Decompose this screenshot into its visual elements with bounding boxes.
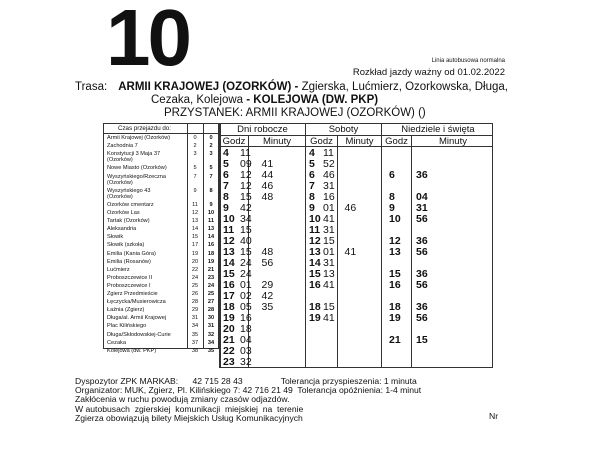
footer-dispatcher: Dyspozytor ZPK MARKAB: 42 715 28 43 Tolerancja przyspieszenia: 1 minuta bbox=[75, 376, 417, 386]
sunday-minutes: 15 bbox=[416, 334, 428, 346]
footer bbox=[75, 377, 421, 423]
weekday-minutes: 02 42 bbox=[240, 290, 274, 302]
weekday-minutes: 24 bbox=[240, 268, 252, 280]
stop-row-time-a: 22 bbox=[191, 266, 199, 273]
sunday-minutes: 56 bbox=[416, 213, 428, 225]
stop-row-time-a: 20 bbox=[191, 258, 199, 265]
weekday-hour: 6 bbox=[223, 169, 229, 181]
stops-table bbox=[103, 123, 219, 354]
sunday-minutes: 56 bbox=[416, 246, 428, 258]
stop-row-time-b: 11 bbox=[208, 218, 214, 225]
stop-row-time-a: 37 bbox=[191, 339, 199, 346]
stop-name: PRZYSTANEK: ARMII KRAJOWEJ (OZORKÓW) () bbox=[164, 107, 426, 119]
weekday-hour: 18 bbox=[223, 301, 235, 313]
stop-row-time-a: 19 bbox=[191, 250, 199, 257]
saturday-minutes: 31 bbox=[323, 224, 335, 236]
stop-row-time-b: 8 bbox=[209, 187, 213, 194]
stop-row-time-a: 13 bbox=[191, 218, 199, 225]
stop-row-time-a: 25 bbox=[191, 282, 199, 289]
stop-row-time-a: 31 bbox=[191, 315, 199, 322]
weekday-minutes: 24 56 bbox=[240, 257, 274, 269]
stop-row-time-b: 5 bbox=[209, 165, 213, 172]
footer-nr: Nr bbox=[489, 411, 499, 421]
sunday-hour: 21 bbox=[389, 334, 401, 346]
weekday-minutes: 40 bbox=[240, 235, 252, 247]
saturday-minutes: 13 bbox=[323, 268, 335, 280]
col-hour-weekdays: Godz bbox=[222, 136, 246, 147]
saturday-hour: 16 bbox=[309, 279, 321, 291]
weekday-hour: 12 bbox=[223, 235, 235, 247]
stop-row-name: Proboszczewice II bbox=[107, 274, 153, 281]
weekday-minutes: 09 41 bbox=[240, 158, 274, 170]
line-number: 10 bbox=[106, 0, 189, 82]
route-end: - KOLEJOWA (DW. PKP) bbox=[246, 94, 379, 106]
stop-row-time-b: 7 bbox=[209, 173, 213, 180]
stop-row-name: Emilia (Rosanów) bbox=[107, 258, 151, 265]
saturday-hour: 15 bbox=[309, 268, 321, 280]
saturday-minutes: 52 bbox=[323, 158, 335, 170]
stop-row-time-b: 28 bbox=[207, 307, 215, 314]
weekday-hour: 20 bbox=[223, 323, 235, 335]
sunday-minutes: 56 bbox=[416, 312, 428, 324]
stop-row-name: Proboszczewice I bbox=[107, 282, 151, 289]
stop-row-name: Długa/Skłodowskiej-Curie bbox=[107, 331, 171, 338]
sunday-minutes: 04 bbox=[416, 191, 428, 203]
weekday-minutes: 01 29 bbox=[240, 279, 274, 291]
sunday-minutes: 31 bbox=[416, 202, 428, 214]
stop-row-name: Kolejowa (dw. PKP) bbox=[107, 347, 157, 354]
weekday-minutes: 04 bbox=[240, 334, 252, 346]
saturday-hour: 4 bbox=[309, 147, 315, 159]
sunday-hour: 9 bbox=[389, 202, 395, 214]
stop-row-time-b: 9 bbox=[209, 201, 213, 208]
col-hour-saturdays: Godz bbox=[310, 136, 333, 147]
weekday-hour: 11 bbox=[223, 224, 235, 236]
weekday-hour: 17 bbox=[223, 290, 235, 302]
line-type: Linia autobusowa normalna bbox=[431, 58, 505, 64]
weekday-minutes: 03 bbox=[240, 345, 252, 357]
weekday-minutes: 11 bbox=[240, 147, 251, 159]
saturday-minutes: 41 bbox=[323, 213, 335, 225]
weekday-minutes: 05 35 bbox=[240, 301, 274, 313]
stop-row-time-b: 31 bbox=[207, 323, 215, 330]
weekday-hour: 15 bbox=[223, 268, 235, 280]
sunday-minutes: 36 bbox=[416, 301, 428, 313]
stop-row-name: Zgierz Przedmieście bbox=[107, 291, 158, 297]
saturday-minutes: 46 bbox=[323, 169, 335, 181]
stop-row-time-b: 0 bbox=[209, 135, 213, 141]
weekday-minutes: 12 46 bbox=[240, 180, 274, 192]
weekday-hour: 5 bbox=[223, 158, 229, 170]
footer-organizer: Organizator: MUK, Zgierz, Pl. Kilińskiego 7: 42 716 21 49 Tolerancja opóźnienia: 1-4 minut bbox=[75, 385, 422, 396]
stop-row-time-b: 18 bbox=[207, 250, 215, 257]
sunday-hour: 13 bbox=[389, 246, 401, 258]
timetable bbox=[219, 123, 493, 368]
weekday-hour: 4 bbox=[223, 147, 229, 159]
saturday-hour: 18 bbox=[309, 301, 321, 313]
weekday-hour: 21 bbox=[223, 334, 235, 346]
sunday-hour: 6 bbox=[389, 169, 395, 181]
sunday-hour: 19 bbox=[389, 312, 401, 324]
weekday-hour: 22 bbox=[223, 345, 235, 357]
weekday-minutes: 15 48 bbox=[240, 246, 274, 258]
stop-row-name: Łęczycka/Musierowicza bbox=[107, 299, 166, 306]
route bbox=[75, 81, 515, 107]
route-label: Trasa: bbox=[75, 81, 108, 93]
saturday-hour: 19 bbox=[309, 312, 321, 324]
stop-row-time-a: 29 bbox=[191, 307, 199, 314]
weekday-hour: 13 bbox=[223, 246, 235, 258]
footer-tickets-1: W autobusach zgierskiej komunikacji miejskiej na terenie bbox=[75, 403, 304, 414]
sunday-hour: 18 bbox=[389, 301, 401, 313]
stop-row-name: Konstytucji 3 Maja 37 (Ozorków) bbox=[107, 151, 161, 164]
sunday-hour: 10 bbox=[389, 213, 401, 225]
stop-row-time-a: 34 bbox=[191, 323, 199, 330]
stop-row-time-a: 12 bbox=[191, 210, 199, 216]
footer-disruptions: Zakłócenia w ruchu powodują zmiany czasów odjazdów. bbox=[75, 394, 290, 405]
stop-row-name: Ozorków cmentarz bbox=[107, 201, 154, 208]
saturday-hour: 6 bbox=[309, 169, 315, 181]
stop-row-time-a: 24 bbox=[191, 274, 199, 281]
stop-row-time-a: 28 bbox=[191, 299, 199, 306]
weekday-hour: 23 bbox=[223, 356, 235, 368]
sunday-hour: 15 bbox=[389, 268, 401, 280]
saturday-minutes: 01 41 bbox=[323, 246, 357, 258]
sunday-minutes: 36 bbox=[416, 169, 428, 181]
col-minutes-weekdays: Minuty bbox=[263, 136, 291, 147]
section-weekdays: Dni robocze bbox=[237, 124, 288, 135]
saturday-hour: 7 bbox=[309, 180, 315, 192]
stop-row-name: Ozorków Las bbox=[107, 210, 140, 216]
stop-row-name: Aleksandria bbox=[107, 226, 137, 233]
saturday-hour: 14 bbox=[309, 257, 321, 269]
stop-row-time-b: 2 bbox=[209, 143, 213, 150]
stop-row-time-b: 35 bbox=[207, 347, 215, 354]
weekday-hour: 19 bbox=[223, 312, 235, 324]
stop-row-time-b: 3 bbox=[209, 151, 213, 158]
saturday-hour: 10 bbox=[309, 213, 321, 225]
col-minutes-saturdays: Minuty bbox=[345, 136, 374, 147]
stop-row-time-a: 15 bbox=[191, 234, 199, 241]
weekday-minutes: 15 48 bbox=[240, 191, 274, 203]
weekday-minutes: 16 bbox=[240, 312, 252, 324]
saturday-hour: 13 bbox=[309, 246, 321, 258]
saturday-minutes: 31 bbox=[323, 257, 335, 269]
stop-row-time-a: 14 bbox=[191, 226, 199, 233]
stop-row-time-a: 17 bbox=[191, 242, 199, 249]
saturday-hour: 5 bbox=[309, 158, 315, 170]
stop-row-name: Słowik (szkoła) bbox=[107, 242, 145, 249]
col-hour-sundays: Godz bbox=[385, 136, 408, 147]
stop-row-time-b: 19 bbox=[207, 258, 215, 265]
stop-row-name: Długa/al. Armii Krajowej bbox=[107, 315, 167, 322]
sunday-hour: 8 bbox=[389, 191, 395, 203]
stop-row-time-a: 0 bbox=[193, 135, 197, 141]
sunday-hour: 16 bbox=[389, 279, 401, 291]
stop-row-name: Łaźnia (Zgierz) bbox=[107, 307, 145, 314]
stop-row-name: Lućmierz bbox=[107, 266, 130, 273]
stop-row-time-a: 2 bbox=[193, 143, 197, 150]
stop-row-time-b: 23 bbox=[207, 274, 215, 281]
saturday-minutes: 15 bbox=[323, 235, 335, 247]
route-start: ARMII KRAJOWEJ (OZORKÓW) - bbox=[118, 81, 299, 93]
footer-tickets-2: Zgierza obowiązują bilety Miejskich Usług Komunikacyjnych bbox=[75, 412, 303, 423]
stop-row-name: Cezaka bbox=[107, 339, 126, 346]
saturday-minutes: 41 bbox=[323, 312, 335, 324]
weekday-hour: 14 bbox=[223, 257, 235, 269]
stop-row-time-b: 14 bbox=[207, 234, 215, 241]
stop-row-time-a: 9 bbox=[193, 187, 197, 194]
stop-row-time-a: 38 bbox=[191, 347, 199, 354]
weekday-minutes: 18 bbox=[240, 323, 252, 335]
valid-from: Rozkład jazdy ważny od 01.02.2022 bbox=[352, 67, 505, 78]
stop-row-time-b: 32 bbox=[207, 331, 215, 338]
weekday-minutes: 34 bbox=[240, 213, 252, 225]
stop-row-time-a: 7 bbox=[193, 173, 197, 180]
saturday-hour: 9 bbox=[309, 202, 315, 214]
stop-row-time-b: 21 bbox=[207, 266, 215, 273]
stop-row-name: Tartak (Ozorków) bbox=[107, 218, 150, 225]
stop-row-time-b: 30 bbox=[207, 315, 215, 322]
saturday-minutes: 11 bbox=[323, 147, 334, 159]
stop-row-time-b: 25 bbox=[207, 291, 215, 297]
weekday-minutes: 12 44 bbox=[240, 169, 274, 181]
weekday-hour: 16 bbox=[223, 279, 235, 291]
sunday-minutes: 56 bbox=[416, 279, 428, 291]
stop-row-name: Wyszyńskiego/Rzeczna (Ozorków) bbox=[107, 173, 167, 186]
sunday-minutes: 36 bbox=[416, 235, 428, 247]
stop-row-time-a: 26 bbox=[191, 291, 199, 297]
col-minutes-sundays: Minuty bbox=[439, 136, 467, 147]
stop-row-time-b: 34 bbox=[207, 339, 215, 346]
route-via-1: Zgierska, Lućmierz, Ozorkowska, Długa, bbox=[301, 81, 508, 93]
stop-row-time-b: 10 bbox=[207, 210, 215, 216]
section-saturdays: Soboty bbox=[328, 124, 359, 135]
weekday-hour: 8 bbox=[223, 191, 229, 203]
saturday-minutes: 16 bbox=[323, 191, 335, 203]
stop-row-name: Słowik bbox=[107, 234, 124, 241]
stop-row-name: Nowe Miasto (Ozorków) bbox=[107, 165, 167, 172]
sunday-minutes: 36 bbox=[416, 268, 428, 280]
stop-row-time-a: 5 bbox=[193, 165, 197, 172]
stop-row-time-a: 3 bbox=[193, 151, 197, 158]
weekday-minutes: 15 bbox=[240, 224, 252, 236]
saturday-hour: 8 bbox=[309, 191, 315, 203]
saturday-minutes: 15 bbox=[323, 301, 335, 313]
section-sundays: Niedziele i święta bbox=[401, 124, 475, 135]
stop-row-name: Armii Krajowej (Ozorków) bbox=[107, 135, 171, 141]
sunday-hour: 12 bbox=[389, 235, 401, 247]
stops-table-header: Czas przejazdu do: bbox=[118, 125, 171, 132]
saturday-hour: 12 bbox=[309, 235, 321, 247]
stop-row-name: Zachodnia 7 bbox=[107, 143, 138, 150]
weekday-hour: 7 bbox=[223, 180, 229, 192]
stop-row-name: Wyszyńskiego 43 (Ozorków) bbox=[107, 187, 151, 200]
stop-row-time-a: 11 bbox=[192, 201, 198, 208]
weekday-hour: 9 bbox=[223, 202, 229, 214]
saturday-minutes: 41 bbox=[323, 279, 335, 291]
weekday-hour: 10 bbox=[223, 213, 235, 225]
stop-row-time-b: 27 bbox=[207, 299, 215, 306]
stop-row-time-a: 35 bbox=[191, 331, 199, 338]
saturday-minutes: 01 46 bbox=[323, 202, 357, 214]
stop-row-name: Emilia (Kania Góra) bbox=[107, 250, 156, 257]
route-via-2: Cezaka, Kolejowa bbox=[151, 94, 244, 106]
stop-row-time-b: 24 bbox=[207, 282, 215, 289]
weekday-minutes: 42 bbox=[240, 202, 252, 214]
stop-row-time-b: 13 bbox=[207, 226, 215, 233]
stop-row-time-b: 16 bbox=[207, 242, 215, 249]
saturday-hour: 11 bbox=[309, 224, 321, 236]
stop-row-name: Plac Kilińskiego bbox=[107, 323, 147, 330]
saturday-minutes: 31 bbox=[323, 180, 335, 192]
weekday-minutes: 32 bbox=[240, 356, 252, 368]
